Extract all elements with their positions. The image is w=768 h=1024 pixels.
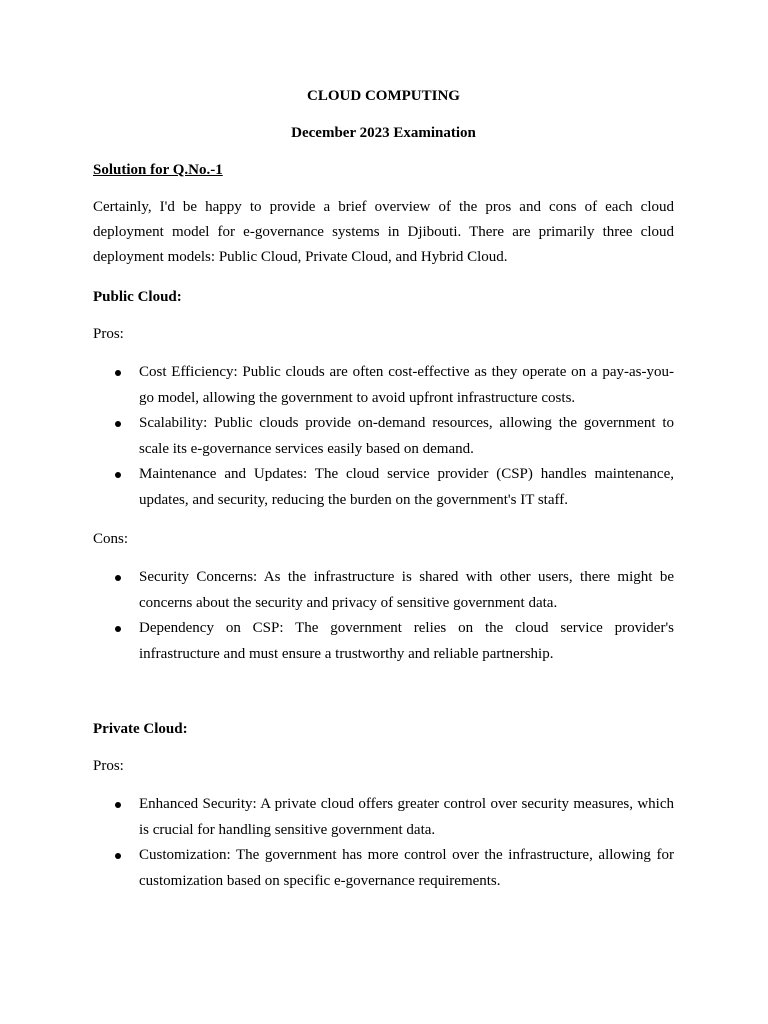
bullet-icon xyxy=(115,802,121,808)
bullet-icon xyxy=(115,472,121,478)
bullet-icon xyxy=(115,421,121,427)
list-item-text: Cost Efficiency: Public clouds are often cost-effective as they operate on a pay-as-you-go model, allowing the government to avoid upfront infrastructure costs. xyxy=(139,364,674,406)
list-item-text: Dependency on CSP: The government relies on the cloud service provider's infrastructure and must ensure a trustworthy and reliable partnership. xyxy=(139,620,674,662)
document-page xyxy=(93,86,674,894)
list-item-text: Maintenance and Updates: The cloud service provider (CSP) handles maintenance, updates, and security, reducing the burden on the government's IT staff. xyxy=(139,466,674,508)
pros-label: Pros: xyxy=(93,758,124,774)
bullet-icon xyxy=(115,370,121,376)
pros-label: Pros: xyxy=(93,326,124,342)
solution-heading: Solution for Q.No.-1 xyxy=(93,162,223,178)
list-item xyxy=(93,792,674,843)
bullet-icon xyxy=(115,626,121,632)
cons-list-public-cloud xyxy=(93,565,674,667)
document-subtitle: December 2023 Examination xyxy=(291,125,476,141)
document-title: CLOUD COMPUTING xyxy=(307,88,460,104)
list-item xyxy=(93,565,674,616)
list-item-text: Scalability: Public clouds provide on-demand resources, allowing the government to scale its e-governance services easily based on demand. xyxy=(139,415,674,457)
list-item xyxy=(93,462,674,513)
pros-list-private-cloud xyxy=(93,792,674,894)
section-heading-public-cloud: Public Cloud: xyxy=(93,289,182,305)
bullet-icon xyxy=(115,575,121,581)
list-item-text: Security Concerns: As the infrastructure is shared with other users, there might be concerns about the security and privacy of sensitive government data. xyxy=(139,569,674,611)
list-item xyxy=(93,843,674,894)
list-item-text: Customization: The government has more control over the infrastructure, allowing for customization based on specific e-governance requirements. xyxy=(139,847,674,889)
list-item xyxy=(93,616,674,667)
list-item-text: Enhanced Security: A private cloud offers greater control over security measures, which is crucial for handling sensitive government data. xyxy=(139,796,674,838)
list-item xyxy=(93,360,674,411)
list-item xyxy=(93,411,674,462)
pros-list-public-cloud xyxy=(93,360,674,513)
bullet-icon xyxy=(115,853,121,859)
intro-paragraph: Certainly, I'd be happy to provide a brief overview of the pros and cons of each cloud deployment model for e-governance systems in Djibouti. There are primarily three cloud deployment models: Public Cloud, Private Cloud, and Hybrid Cloud. xyxy=(93,199,674,265)
cons-label: Cons: xyxy=(93,531,129,547)
section-heading-private-cloud: Private Cloud: xyxy=(93,721,188,737)
